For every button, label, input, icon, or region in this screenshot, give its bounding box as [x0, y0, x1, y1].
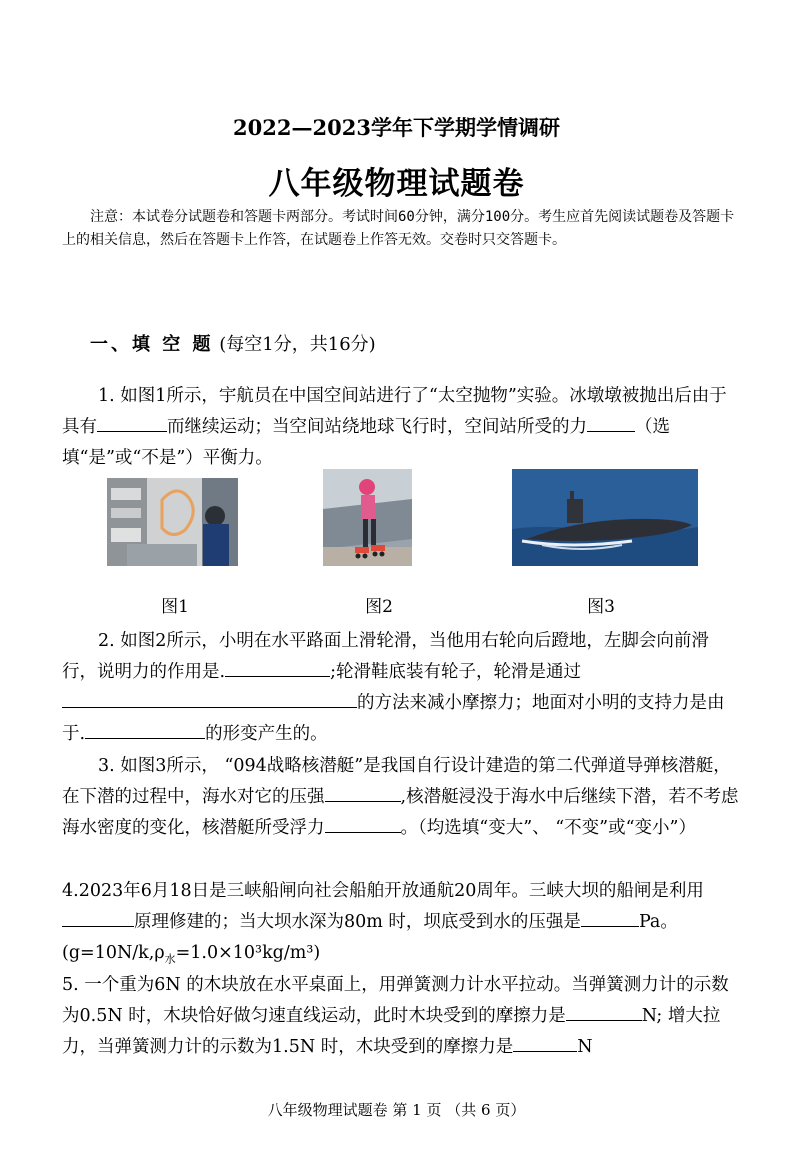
section-heading [90, 330, 376, 356]
density-subscript: 水 [164, 952, 176, 966]
submarine-photo [512, 469, 698, 566]
answer-blank [62, 689, 357, 708]
figure-1-image [107, 478, 238, 566]
rollerblading-photo [323, 469, 412, 566]
question-2-text-c: 的方法来减小摩擦力；地面对小明的支持力是由于. [62, 693, 725, 744]
page-footer: 八年级物理试题卷 第 1 页 （共 6 页） [267, 1101, 526, 1119]
section-score-note: (每空1分，共16分) [219, 334, 376, 355]
question-4-text-c: Pa。(g=10N/k,ρ [62, 912, 678, 963]
question-3-text-c: 。（均选填“变大”、 “不变”或“变小”） [400, 818, 696, 838]
question-2-text-b: ;轮滑鞋底装有轮子，轮滑是通过 [330, 662, 581, 682]
figure-2-caption: 图2 [365, 597, 393, 617]
answer-blank [325, 783, 401, 802]
section-title: 一、填 空 题 [90, 334, 214, 355]
answer-blank [513, 1033, 577, 1052]
question-4-text-d: =1.0×10³kg/m³) [175, 943, 321, 963]
answer-blank [225, 658, 330, 677]
exam-subtitle: 2022—2023学年下学期学情调研 [233, 115, 560, 140]
question-2-text-a: 2. 如图2所示，小明在水平路面上滑轮滑，当他用右轮向后蹬地，左脚会向前滑行，说明力的作用是. [62, 631, 709, 682]
exam-notice: 注意：本试卷分试题卷和答题卡两部分。考试时间60分钟，满分100分。考生应首先阅读试题卷及答题卡上的相关信息，然后在答题卡上作答，在试题卷上作答无效。交卷时只交答题卡。 [62, 209, 735, 248]
question-4-text-a: 4.2023年6月18日是三峡船闸向社会船舶开放通航20周年。三峡大坝的船闸是利用 [62, 881, 704, 901]
question-5-text-a: 5. 一个重为6N 的木块放在水平桌面上，用弹簧测力计水平拉动。当弹簧测力计的示数为0.5N 时，木块恰好做匀速直线运动，此时木块受到的摩擦力是 [62, 975, 729, 1026]
question-4 [62, 876, 742, 975]
figure-1-caption: 图1 [161, 597, 189, 617]
figure-3-caption: 图3 [587, 597, 615, 617]
question-3-text-b: ,核潜艇浸没于海水中后继续下潜，若不考虑海水密度的变化，核潜艇所受浮力 [62, 787, 739, 838]
answer-blank [325, 814, 401, 833]
question-2-text-d: 的形变产生的。 [205, 724, 328, 744]
space-station-photo [107, 478, 238, 566]
question-5-text-c: N [577, 1037, 593, 1057]
answer-blank [97, 413, 167, 432]
question-3-text-a: 3. 如图3所示， “094战略核潜艇”是我国自行设计建造的第二代弹道导弹核潜艇，在下潜的过程中，海水对它的压强 [62, 756, 731, 807]
question-1-text-b: 而继续运动；当空间站绕地球飞行时，空间站所受的力 [167, 417, 587, 437]
question-3 [62, 751, 742, 844]
answer-blank [566, 1002, 642, 1021]
answer-blank [85, 720, 205, 739]
question-5 [62, 970, 742, 1063]
answer-blank [62, 908, 134, 927]
question-1 [62, 381, 742, 474]
question-5-text-b: N; 增大拉力，当弹簧测力计的示数为1.5N 时，木块受到的摩擦力是 [62, 1006, 721, 1057]
question-2 [62, 626, 742, 750]
exam-title: 八年级物理试题卷 [268, 166, 525, 202]
question-1-text-c: （选填“是”或“不是”）平衡力。 [62, 417, 670, 468]
figure-2-image [323, 469, 412, 566]
question-1-text-a: 1. 如图1所示，宇航员在中国空间站进行了“太空抛物”实验。冰墩墩被抛出后由于具有 [62, 386, 727, 437]
figure-3-image [512, 469, 698, 566]
answer-blank [581, 908, 639, 927]
answer-blank [587, 413, 635, 432]
question-4-text-b: 原理修建的；当大坝水深为80m 时，坝底受到水的压强是 [134, 912, 581, 932]
